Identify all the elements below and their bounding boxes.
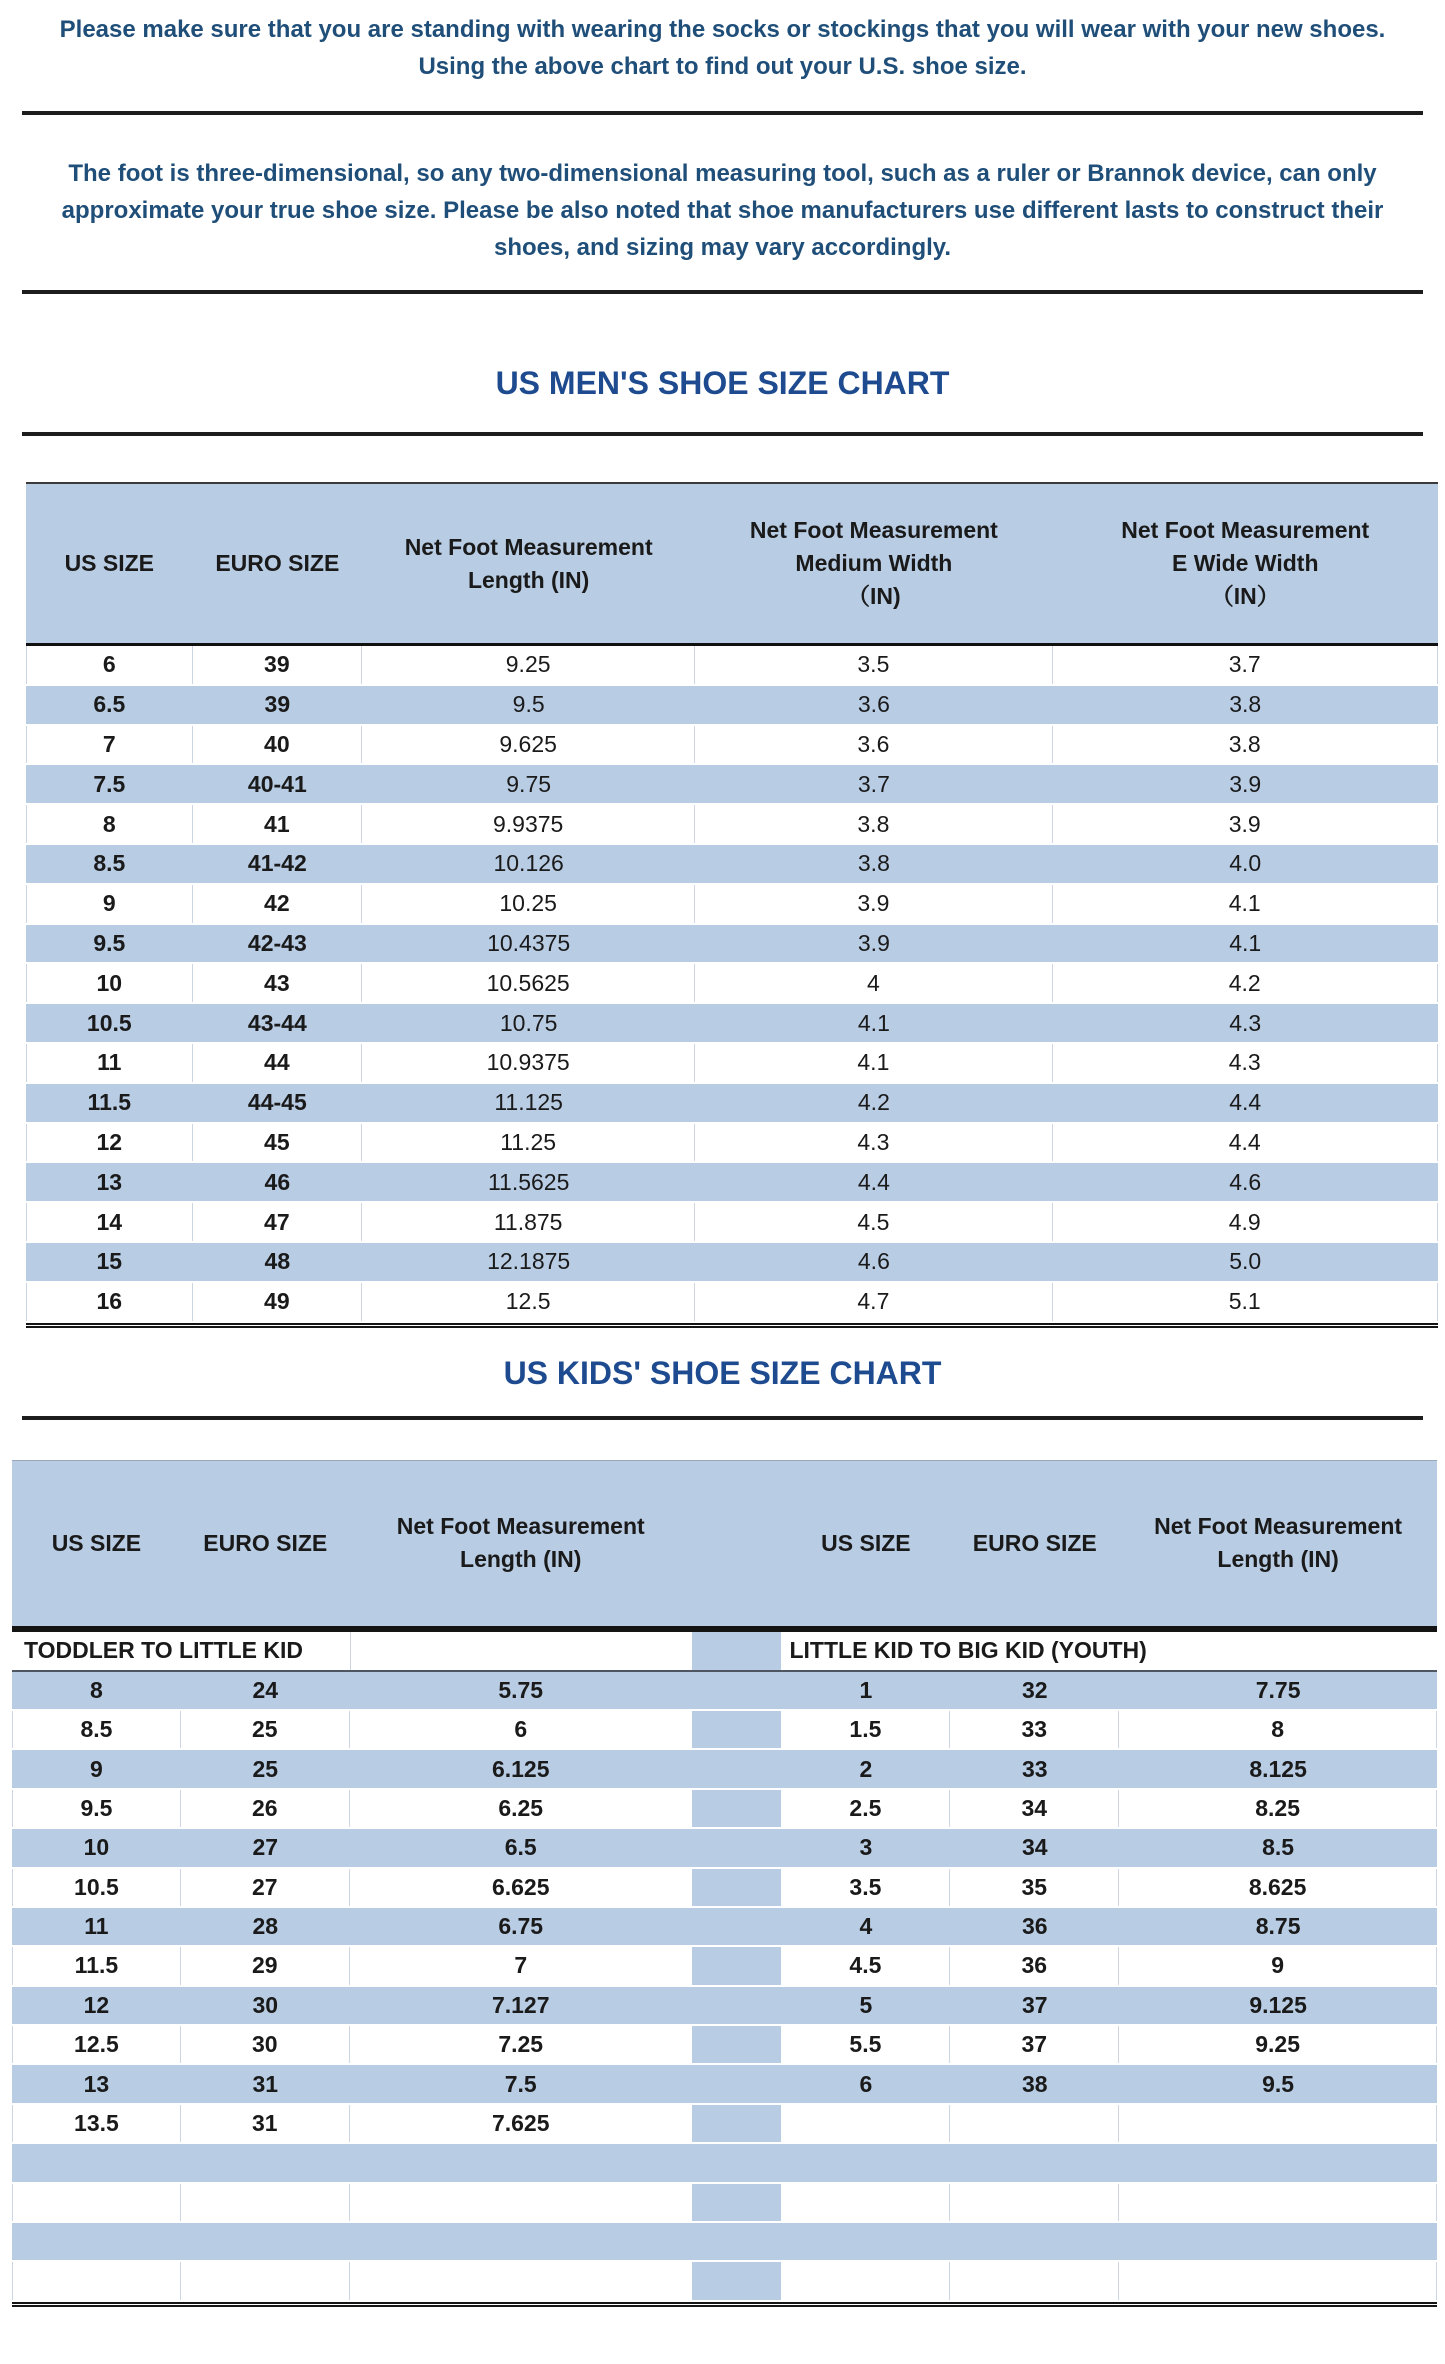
cell-euro-size: 24 — [252, 1676, 279, 1703]
cell-length: 9.25 — [1119, 2026, 1437, 2063]
cell-us-size: 8.5 — [12, 1711, 181, 1748]
cell-us-size: 11.5 — [87, 1089, 132, 1116]
cell-us-size: 1.5 — [781, 1711, 950, 1748]
cell-euro-size: 30 — [181, 2026, 350, 2063]
mens-table-row — [26, 845, 1438, 885]
cell-length — [1119, 2262, 1437, 2299]
cell-medium-width: 4.2 — [857, 1089, 890, 1116]
header-line: Length (IN) — [467, 566, 590, 593]
header-cell-medium-width — [695, 484, 1052, 643]
cell-length: 10.75 — [499, 1009, 558, 1036]
cell-length — [350, 2262, 692, 2299]
header-cell-us-size — [12, 1461, 181, 1626]
cell-us-size: 5 — [859, 1991, 873, 2018]
cell-euro-size: 31 — [252, 2070, 279, 2097]
mens-table-row — [26, 686, 1438, 726]
kids-table-row — [12, 2223, 1437, 2262]
cell-us-size — [781, 2184, 950, 2221]
table-gap-column — [692, 2262, 782, 2299]
cell-us-size: 9 — [26, 885, 193, 923]
cell-e-wide-width: 4.3 — [1229, 1009, 1262, 1036]
table-gap-column — [692, 2144, 782, 2181]
cell-euro-size: 33 — [1021, 1755, 1048, 1782]
paragraph-line: The foot is three-dimensional, so any two-dimensional measuring tool, such as a ruler or Brannok device, can only — [68, 160, 1377, 187]
cell-medium-width: 3.5 — [695, 646, 1052, 684]
header-cell-euro-size — [181, 1461, 350, 1626]
mens-table-row — [26, 885, 1438, 925]
cell-length: 7.25 — [498, 2031, 544, 2058]
cell-length: 11.5625 — [487, 1168, 570, 1195]
header-line: Net Foot Measurement — [1154, 1513, 1403, 1540]
cell-length — [350, 2184, 692, 2221]
mens-chart-title: US MEN'S SHOE SIZE CHART — [495, 365, 950, 401]
cell-length: 8.5 — [1262, 1834, 1295, 1861]
cell-medium-width: 4.4 — [857, 1168, 890, 1195]
cell-euro-size: 35 — [950, 1869, 1119, 1906]
cell-us-size: 8 — [90, 1676, 103, 1703]
header-label: EURO SIZE — [203, 1529, 328, 1556]
cell-e-wide-width: 4.3 — [1053, 1044, 1439, 1082]
cell-us-size: 13.5 — [12, 2105, 181, 2142]
cell-length — [1119, 2144, 1437, 2181]
table-gap-column — [692, 1908, 782, 1945]
cell-length: 7.75 — [1255, 1676, 1301, 1703]
cell-length: 9 — [1119, 1947, 1437, 1984]
cell-us-size — [781, 2223, 950, 2260]
table-gap-column — [692, 1987, 782, 2024]
cell-us-size: 12.5 — [12, 2026, 181, 2063]
table-gap-column — [692, 1672, 782, 1709]
cell-length: 9.75 — [506, 770, 552, 797]
cell-us-size — [781, 2144, 950, 2181]
cell-length: 5.75 — [498, 1676, 544, 1703]
mens-table-row — [26, 805, 1438, 845]
cell-medium-width: 3.6 — [695, 726, 1052, 764]
paragraph-line: shoes, and sizing may vary accordingly. — [493, 234, 952, 261]
cell-us-size: 12 — [26, 1124, 193, 1162]
cell-length: 8.75 — [1255, 1913, 1301, 1940]
cell-length: 9.9375 — [362, 805, 695, 843]
cell-euro-size: 41 — [193, 805, 362, 843]
cell-euro-size: 45 — [193, 1124, 362, 1162]
table-gap-column — [692, 2184, 782, 2221]
cell-us-size: 7.5 — [93, 770, 126, 797]
cell-length: 10.4375 — [487, 929, 571, 956]
cell-medium-width: 4.1 — [695, 1044, 1052, 1082]
header-gap — [692, 1461, 782, 1626]
table-gap-column — [692, 2105, 782, 2142]
cell-euro-size: 39 — [264, 691, 291, 718]
cell-us-size — [781, 2262, 950, 2299]
cell-e-wide-width: 5.1 — [1053, 1283, 1439, 1321]
cell-us-size: 15 — [96, 1248, 123, 1275]
cell-length: 7.625 — [491, 2110, 550, 2137]
cell-length — [1119, 2105, 1437, 2142]
cell-us-size: 3 — [859, 1834, 873, 1861]
cell-e-wide-width: 3.7 — [1053, 646, 1439, 684]
cell-medium-width: 4.6 — [857, 1248, 890, 1275]
kids-table-row — [12, 2144, 1437, 2183]
header-label — [1154, 1510, 1402, 1576]
cell-medium-width: 4.5 — [695, 1203, 1052, 1241]
cell-length: 9.5 — [512, 691, 545, 718]
header-line: Length (IN) — [1217, 1546, 1339, 1573]
kids-table-row — [12, 2026, 1437, 2065]
table-gap-column — [692, 1632, 782, 1670]
cell-euro-size: 38 — [1021, 2070, 1048, 2097]
cell-e-wide-width: 3.8 — [1053, 726, 1439, 764]
cell-euro-size: 25 — [181, 1711, 350, 1748]
cell-us-size: 11 — [26, 1044, 193, 1082]
cell-e-wide-width: 4.4 — [1229, 1089, 1262, 1116]
cell-us-size — [781, 2105, 950, 2142]
cell-euro-size: 41-42 — [247, 850, 307, 877]
cell-euro-size: 29 — [181, 1947, 350, 1984]
cell-us-size: 10 — [26, 964, 193, 1002]
cell-euro-size — [950, 2105, 1119, 2142]
header-cell-euro-size — [950, 1461, 1119, 1626]
kids-section-row — [12, 1632, 1437, 1672]
cell-e-wide-width: 5.0 — [1229, 1248, 1262, 1275]
cell-length: 6.125 — [491, 1755, 550, 1782]
kids-table-row — [12, 1987, 1437, 2026]
kids-chart-title: US KIDS' SHOE SIZE CHART — [503, 1354, 942, 1391]
mens-table-row — [26, 646, 1438, 686]
header-cell-length — [350, 1461, 692, 1626]
cell-length: 7.5 — [504, 2070, 537, 2097]
cell-length: 7.127 — [491, 1991, 550, 2018]
kids-table-row — [12, 1869, 1437, 1908]
cell-us-size: 2.5 — [781, 1790, 950, 1827]
paragraph-line: Using the above chart to find out your U.S. shoe size. — [418, 53, 1027, 80]
kids-table-row — [12, 2105, 1437, 2144]
cell-us-size — [12, 2223, 181, 2260]
cell-us-size: 6 — [26, 646, 193, 684]
cell-euro-size: 40 — [193, 726, 362, 764]
cell-euro-size: 37 — [950, 2026, 1119, 2063]
kids-table-row — [12, 1672, 1437, 1711]
cell-e-wide-width: 4.1 — [1229, 929, 1262, 956]
table-gap-column — [692, 1947, 782, 1984]
cell-medium-width: 4.1 — [857, 1009, 890, 1036]
cell-us-size: 1 — [859, 1676, 873, 1703]
cell-e-wide-width: 4.1 — [1053, 885, 1439, 923]
cell-euro-size: 42 — [193, 885, 362, 923]
cell-length — [350, 2144, 692, 2181]
cell-us-size: 9.5 — [12, 1790, 181, 1827]
intro-paragraph-2 — [30, 155, 1415, 266]
header-cell-e-wide-width — [1053, 484, 1439, 643]
cell-us-size: 16 — [26, 1283, 193, 1321]
cell-euro-size: 49 — [193, 1283, 362, 1321]
cell-us-size: 12 — [83, 1991, 110, 2018]
header-label: US SIZE — [821, 1529, 911, 1556]
cell-euro-size: 27 — [181, 1869, 350, 1906]
paragraph-line: approximate your true shoe size. Please be also noted that shoe manufacturers use different lasts to construct their — [61, 197, 1384, 224]
section-label-youth: LITTLE KID TO BIG KID (YOUTH) — [789, 1637, 1147, 1664]
mens-table-row — [26, 1004, 1438, 1044]
mens-table-row — [26, 1044, 1438, 1084]
cell-length — [1119, 2184, 1437, 2221]
cell-medium-width: 3.9 — [857, 929, 890, 956]
cell-length: 11.25 — [362, 1124, 695, 1162]
header-cell-us-size — [781, 1461, 950, 1626]
cell-us-size: 4 — [859, 1913, 873, 1940]
intro-paragraph-1 — [30, 11, 1415, 85]
mens-table-row — [26, 925, 1438, 965]
cell-length: 6.5 — [504, 1834, 537, 1861]
cell-us-size: 6.5 — [93, 691, 126, 718]
cell-euro-size — [950, 2262, 1119, 2299]
cell-medium-width: 3.8 — [695, 805, 1052, 843]
table-gap-column — [692, 1750, 782, 1787]
cell-euro-size: 37 — [1021, 1991, 1048, 2018]
cell-euro-size: 44 — [193, 1044, 362, 1082]
table-gap-column — [692, 1711, 782, 1748]
mens-table-row — [26, 1084, 1438, 1124]
cell-euro-size: 28 — [252, 1913, 279, 1940]
header-cell-us-size — [26, 484, 193, 643]
cell-us-size: 10.5 — [12, 1869, 181, 1906]
cell-medium-width: 4.3 — [695, 1124, 1052, 1162]
cell-us-size: 9 — [90, 1755, 103, 1782]
cell-us-size: 4.5 — [781, 1947, 950, 1984]
header-label: EURO SIZE — [215, 550, 340, 576]
kids-table-row — [12, 1750, 1437, 1789]
kids-table-header — [12, 1460, 1437, 1632]
cell-euro-size: 25 — [252, 1755, 279, 1782]
cell-euro-size: 44-45 — [247, 1089, 307, 1116]
cell-us-size: 7 — [26, 726, 193, 764]
cell-medium-width: 3.6 — [857, 691, 890, 718]
cell-length: 10.5625 — [362, 964, 695, 1002]
cell-euro-size: 26 — [181, 1790, 350, 1827]
mens-size-table — [26, 482, 1438, 1328]
cell-euro-size: 30 — [252, 1991, 279, 2018]
cell-length: 6.25 — [498, 1794, 544, 1821]
mens-table-row — [26, 1124, 1438, 1164]
cell-euro-size: 48 — [264, 1248, 291, 1275]
mens-table-row — [26, 964, 1438, 1004]
header-label: EURO SIZE — [972, 1529, 1097, 1556]
cell-length: 9.25 — [362, 646, 695, 684]
cell-us-size: 5.5 — [781, 2026, 950, 2063]
section-label-toddler: TODDLER TO LITTLE KID — [24, 1637, 303, 1664]
cell-e-wide-width: 4.0 — [1229, 850, 1262, 877]
horizontal-rule — [22, 290, 1423, 294]
header-line: Net Foot Measurement — [404, 533, 653, 560]
cell-length: 6 — [514, 1716, 528, 1743]
cell-us-size: 13 — [83, 2070, 110, 2097]
cell-length: 8.25 — [1119, 1790, 1437, 1827]
cell-euro-size: 40-41 — [247, 770, 307, 797]
header-line: Medium Width — [795, 550, 953, 576]
table-gap-column — [692, 2026, 782, 2063]
cell-euro-size — [181, 2262, 350, 2299]
cell-length — [1119, 2223, 1437, 2260]
cell-us-size: 11.5 — [12, 1947, 181, 1984]
cell-length: 9.625 — [362, 726, 695, 764]
header-line: Length (IN) — [460, 1546, 582, 1573]
cell-length: 7 — [514, 1952, 528, 1979]
mens-table-header — [26, 482, 1438, 646]
table-gap-column — [692, 1790, 782, 1827]
cell-euro-size: 36 — [1021, 1913, 1048, 1940]
kids-table-row — [12, 1829, 1437, 1868]
cell-us-size: 10 — [83, 1834, 110, 1861]
kids-table-row — [12, 2065, 1437, 2104]
cell-e-wide-width: 3.9 — [1053, 805, 1439, 843]
mens-table-row — [26, 1283, 1438, 1323]
header-line: Net Foot Measurement — [1121, 517, 1370, 543]
mens-table-row — [26, 1203, 1438, 1243]
header-label: US SIZE — [64, 550, 155, 576]
cell-medium-width: 3.8 — [857, 850, 890, 877]
cell-euro-size: 32 — [1021, 1676, 1048, 1703]
cell-medium-width: 3.9 — [695, 885, 1052, 923]
cell-euro-size — [181, 2223, 350, 2260]
cell-length: 11.875 — [362, 1203, 695, 1241]
kids-table-body — [12, 1672, 1437, 2302]
header-label: US SIZE — [51, 1529, 142, 1556]
paragraph-line: Please make sure that you are standing with wearing the socks or stockings that you will wear with your new shoes. — [59, 16, 1386, 43]
table-gap-column — [692, 1869, 782, 1906]
cell-medium-width: 3.7 — [857, 770, 890, 797]
cell-length: 6.75 — [498, 1913, 544, 1940]
mens-table-row — [26, 1163, 1438, 1203]
header-cell-euro-size — [193, 484, 362, 643]
cell-us-size: 11 — [84, 1913, 109, 1940]
cell-euro-size: 43 — [193, 964, 362, 1002]
cell-length: 8.125 — [1249, 1755, 1307, 1782]
cell-euro-size: 27 — [252, 1834, 279, 1861]
cell-medium-width: 4 — [695, 964, 1052, 1002]
cell-euro-size: 34 — [1021, 1834, 1048, 1861]
section-empty-cell — [350, 1632, 692, 1670]
cell-us-size: 10.5 — [86, 1009, 132, 1036]
cell-euro-size — [950, 2223, 1119, 2260]
kids-table-row — [12, 1711, 1437, 1750]
cell-euro-size: 47 — [193, 1203, 362, 1241]
cell-medium-width: 4.7 — [695, 1283, 1052, 1321]
cell-euro-size — [950, 2184, 1119, 2221]
cell-us-size: 3.5 — [781, 1869, 950, 1906]
cell-us-size — [12, 2144, 181, 2181]
cell-euro-size: 36 — [950, 1947, 1119, 1984]
cell-us-size: 14 — [26, 1203, 193, 1241]
cell-length: 11.125 — [494, 1089, 563, 1116]
cell-e-wide-width: 4.2 — [1053, 964, 1439, 1002]
cell-euro-size: 31 — [181, 2105, 350, 2142]
table-gap-column — [692, 2223, 782, 2260]
mens-table-row — [26, 1243, 1438, 1283]
header-label — [405, 531, 653, 597]
cell-us-size: 2 — [859, 1755, 873, 1782]
cell-e-wide-width: 4.9 — [1053, 1203, 1439, 1241]
cell-euro-size — [181, 2144, 350, 2181]
table-gap-column — [692, 1829, 782, 1866]
cell-euro-size: 34 — [950, 1790, 1119, 1827]
cell-us-size: 9.5 — [93, 929, 126, 956]
cell-length: 6.625 — [491, 1873, 550, 1900]
header-line: Net Foot Measurement — [749, 517, 998, 543]
cell-euro-size: 33 — [950, 1711, 1119, 1748]
cell-length: 9.125 — [1249, 1991, 1307, 2018]
header-line: E Wide Width — [1171, 550, 1319, 576]
cell-length: 12.5 — [362, 1283, 695, 1321]
kids-table-row — [12, 1790, 1437, 1829]
cell-length: 10.9375 — [362, 1044, 695, 1082]
kids-table-row — [12, 2262, 1437, 2301]
kids-table-row — [12, 2184, 1437, 2223]
cell-euro-size: 43-44 — [247, 1009, 307, 1036]
header-label — [397, 1510, 645, 1576]
cell-euro-size: 42-43 — [247, 929, 307, 956]
header-line: Net Foot Measurement — [396, 1513, 645, 1540]
header-label — [1121, 514, 1369, 613]
kids-size-table — [12, 1460, 1437, 2307]
mens-table-body — [26, 646, 1438, 1323]
cell-length — [350, 2223, 692, 2260]
cell-euro-size: 39 — [193, 646, 362, 684]
header-cell-length — [1119, 1461, 1437, 1626]
cell-us-size: 13 — [96, 1168, 123, 1195]
cell-us-size: 8 — [26, 805, 193, 843]
cell-length: 10.126 — [493, 850, 564, 877]
horizontal-rule — [22, 1416, 1423, 1420]
mens-table-row — [26, 726, 1438, 766]
cell-length: 12.1875 — [487, 1248, 571, 1275]
cell-length: 8 — [1119, 1711, 1437, 1748]
cell-us-size: 6 — [859, 2070, 873, 2097]
cell-euro-size — [181, 2184, 350, 2221]
cell-euro-size — [950, 2144, 1119, 2181]
kids-table-row — [12, 1908, 1437, 1947]
cell-us-size — [12, 2184, 181, 2221]
cell-length: 8.625 — [1119, 1869, 1437, 1906]
cell-e-wide-width: 3.9 — [1229, 770, 1262, 797]
cell-us-size: 8.5 — [93, 850, 126, 877]
cell-euro-size: 46 — [264, 1168, 291, 1195]
header-cell-length — [362, 484, 695, 643]
mens-table-row — [26, 765, 1438, 805]
cell-e-wide-width: 4.6 — [1229, 1168, 1262, 1195]
cell-e-wide-width: 4.4 — [1053, 1124, 1439, 1162]
table-gap-column — [692, 2065, 782, 2102]
cell-length: 10.25 — [362, 885, 695, 923]
horizontal-rule — [22, 432, 1423, 436]
cell-us-size — [12, 2262, 181, 2299]
header-line: （IN) — [847, 583, 901, 609]
header-label — [750, 514, 998, 613]
header-line: （IN） — [1210, 583, 1280, 609]
kids-table-row — [12, 1947, 1437, 1986]
horizontal-rule — [22, 111, 1423, 115]
cell-length: 9.5 — [1262, 2070, 1295, 2097]
cell-e-wide-width: 3.8 — [1229, 691, 1262, 718]
